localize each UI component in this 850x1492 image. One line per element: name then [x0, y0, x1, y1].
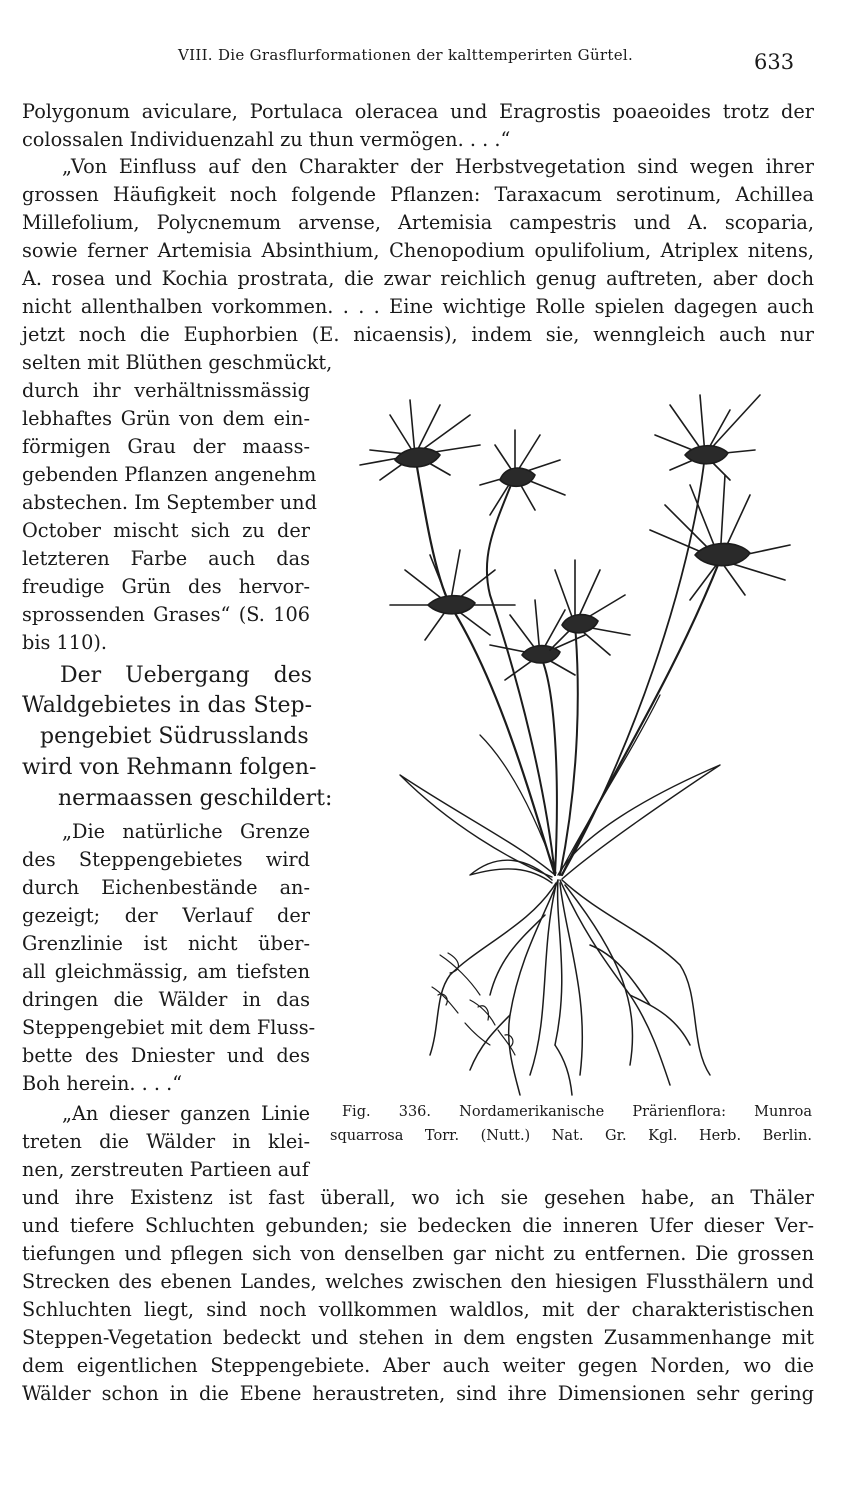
text-line: colossalen Individuenzahl zu thun vermögen. . . .“ — [22, 128, 511, 151]
text-line: Strecken des ebenen Landes, welches zwischen den hiesigen Flussthälern und — [22, 1270, 814, 1293]
running-head — [0, 40, 850, 80]
column-line: förmigen Grau der maass- — [22, 435, 310, 458]
heading-line: Der Uebergang des — [60, 663, 312, 688]
column-line: abstechen. Im September und — [22, 491, 317, 514]
column-line: bette des Dniester und des — [22, 1044, 310, 1067]
column-line: Boh herein. . . .“ — [22, 1072, 183, 1095]
column-line: all gleichmässig, am tiefsten — [22, 960, 310, 983]
column-line: „Die natürliche Grenze — [62, 820, 310, 843]
munroa-squarrosa-drawing — [330, 355, 830, 1100]
text-line: Wälder schon in die Ebene heraustreten, sind ihre Dimensionen sehr gering — [22, 1382, 814, 1405]
column-line: lebhaftes Grün von dem ein- — [22, 407, 310, 430]
text-line: Polygonum aviculare, Portulaca oleracea und Eragrostis poaeoides trotz der — [22, 100, 814, 123]
figure-caption: squarrosa Torr. (Nutt.) Nat. Gr. Kgl. Herb. Berlin. — [330, 1128, 812, 1144]
column-line: bis 110). — [22, 631, 107, 654]
heading-line: nermaassen geschildert: — [58, 786, 333, 811]
text-line: nicht allenthalben vorkommen. . . . Eine wichtige Rolle spielen dagegen auch — [22, 295, 814, 318]
heading-line: Waldgebietes in das Step- — [22, 693, 312, 718]
column-line: dringen die Wälder in das — [22, 988, 310, 1011]
column-line: durch Eichenbestände an- — [22, 876, 310, 899]
column-line: Steppengebiet mit dem Fluss- — [22, 1016, 316, 1039]
column-line: Grenzlinie ist nicht über- — [22, 932, 310, 955]
text-line: dem eigentlichen Steppengebiete. Aber auch weiter gegen Norden, wo die — [22, 1354, 814, 1377]
plant-illustration — [330, 355, 830, 1100]
column-line: sprossenden Grases“ (S. 106 — [22, 603, 310, 626]
artist-signature — [432, 953, 515, 1055]
column-line: durch ihr verhältnissmässig — [22, 379, 310, 402]
column-line: treten die Wälder in klei- — [22, 1130, 310, 1153]
text-line: grossen Häufigkeit noch folgende Pflanzen: Taraxacum serotinum, Achillea — [22, 183, 814, 206]
text-line: Schluchten liegt, sind noch vollkommen waldlos, mit der charakteristischen — [22, 1298, 814, 1321]
text-line: Steppen-Vegetation bedeckt und stehen in dem engsten Zusammenhange mit — [22, 1326, 814, 1349]
column-line: gebenden Pflanzen angenehm — [22, 463, 317, 486]
heading-line: wird von Rehmann folgen- — [22, 755, 317, 780]
column-line: freudige Grün des hervor- — [22, 575, 310, 598]
text-line: und ihre Existenz ist fast überall, wo ich sie gesehen habe, an Thäler — [22, 1186, 814, 1209]
figure-caption: Fig. 336. Nordamerikanische Prärienflora: Munroa — [342, 1104, 812, 1120]
column-line: letzteren Farbe auch das — [22, 547, 310, 570]
heading-line: pengebiet Südrusslands — [40, 724, 309, 749]
text-line: jetzt noch die Euphorbien (E. nicaensis), indem sie, wenngleich auch nur — [22, 323, 814, 346]
text-line: „Von Einfluss auf den Charakter der Herbstvegetation sind wegen ihrer — [62, 155, 814, 178]
column-line: nen, zerstreuten Partieen auf — [22, 1158, 309, 1181]
text-line: tiefungen und pflegen sich von denselben gar nicht zu entfernen. Die grossen — [22, 1242, 814, 1265]
text-line: A. rosea und Kochia prostrata, die zwar reichlich genug auftreten, aber doch — [22, 267, 814, 290]
page-number: 633 — [754, 50, 795, 74]
column-line: selten mit Blüthen geschmückt, — [22, 351, 333, 374]
text-line: Millefolium, Polycnemum arvense, Artemisia campestris und A. scoparia, — [22, 211, 814, 234]
column-line: October mischt sich zu der — [22, 519, 310, 542]
text-line: sowie ferner Artemisia Absinthium, Chenopodium opulifolium, Atriplex nitens, — [22, 239, 814, 262]
column-line: gezeigt; der Verlauf der — [22, 904, 310, 927]
chapter-title: VIII. Die Grasflurformationen der kalttemperirten Gürtel. — [178, 46, 634, 64]
column-line: „An dieser ganzen Linie — [62, 1102, 310, 1125]
text-line: und tiefere Schluchten gebunden; sie bedecken die inneren Ufer dieser Ver- — [22, 1214, 814, 1237]
column-line: des Steppengebietes wird — [22, 848, 310, 871]
